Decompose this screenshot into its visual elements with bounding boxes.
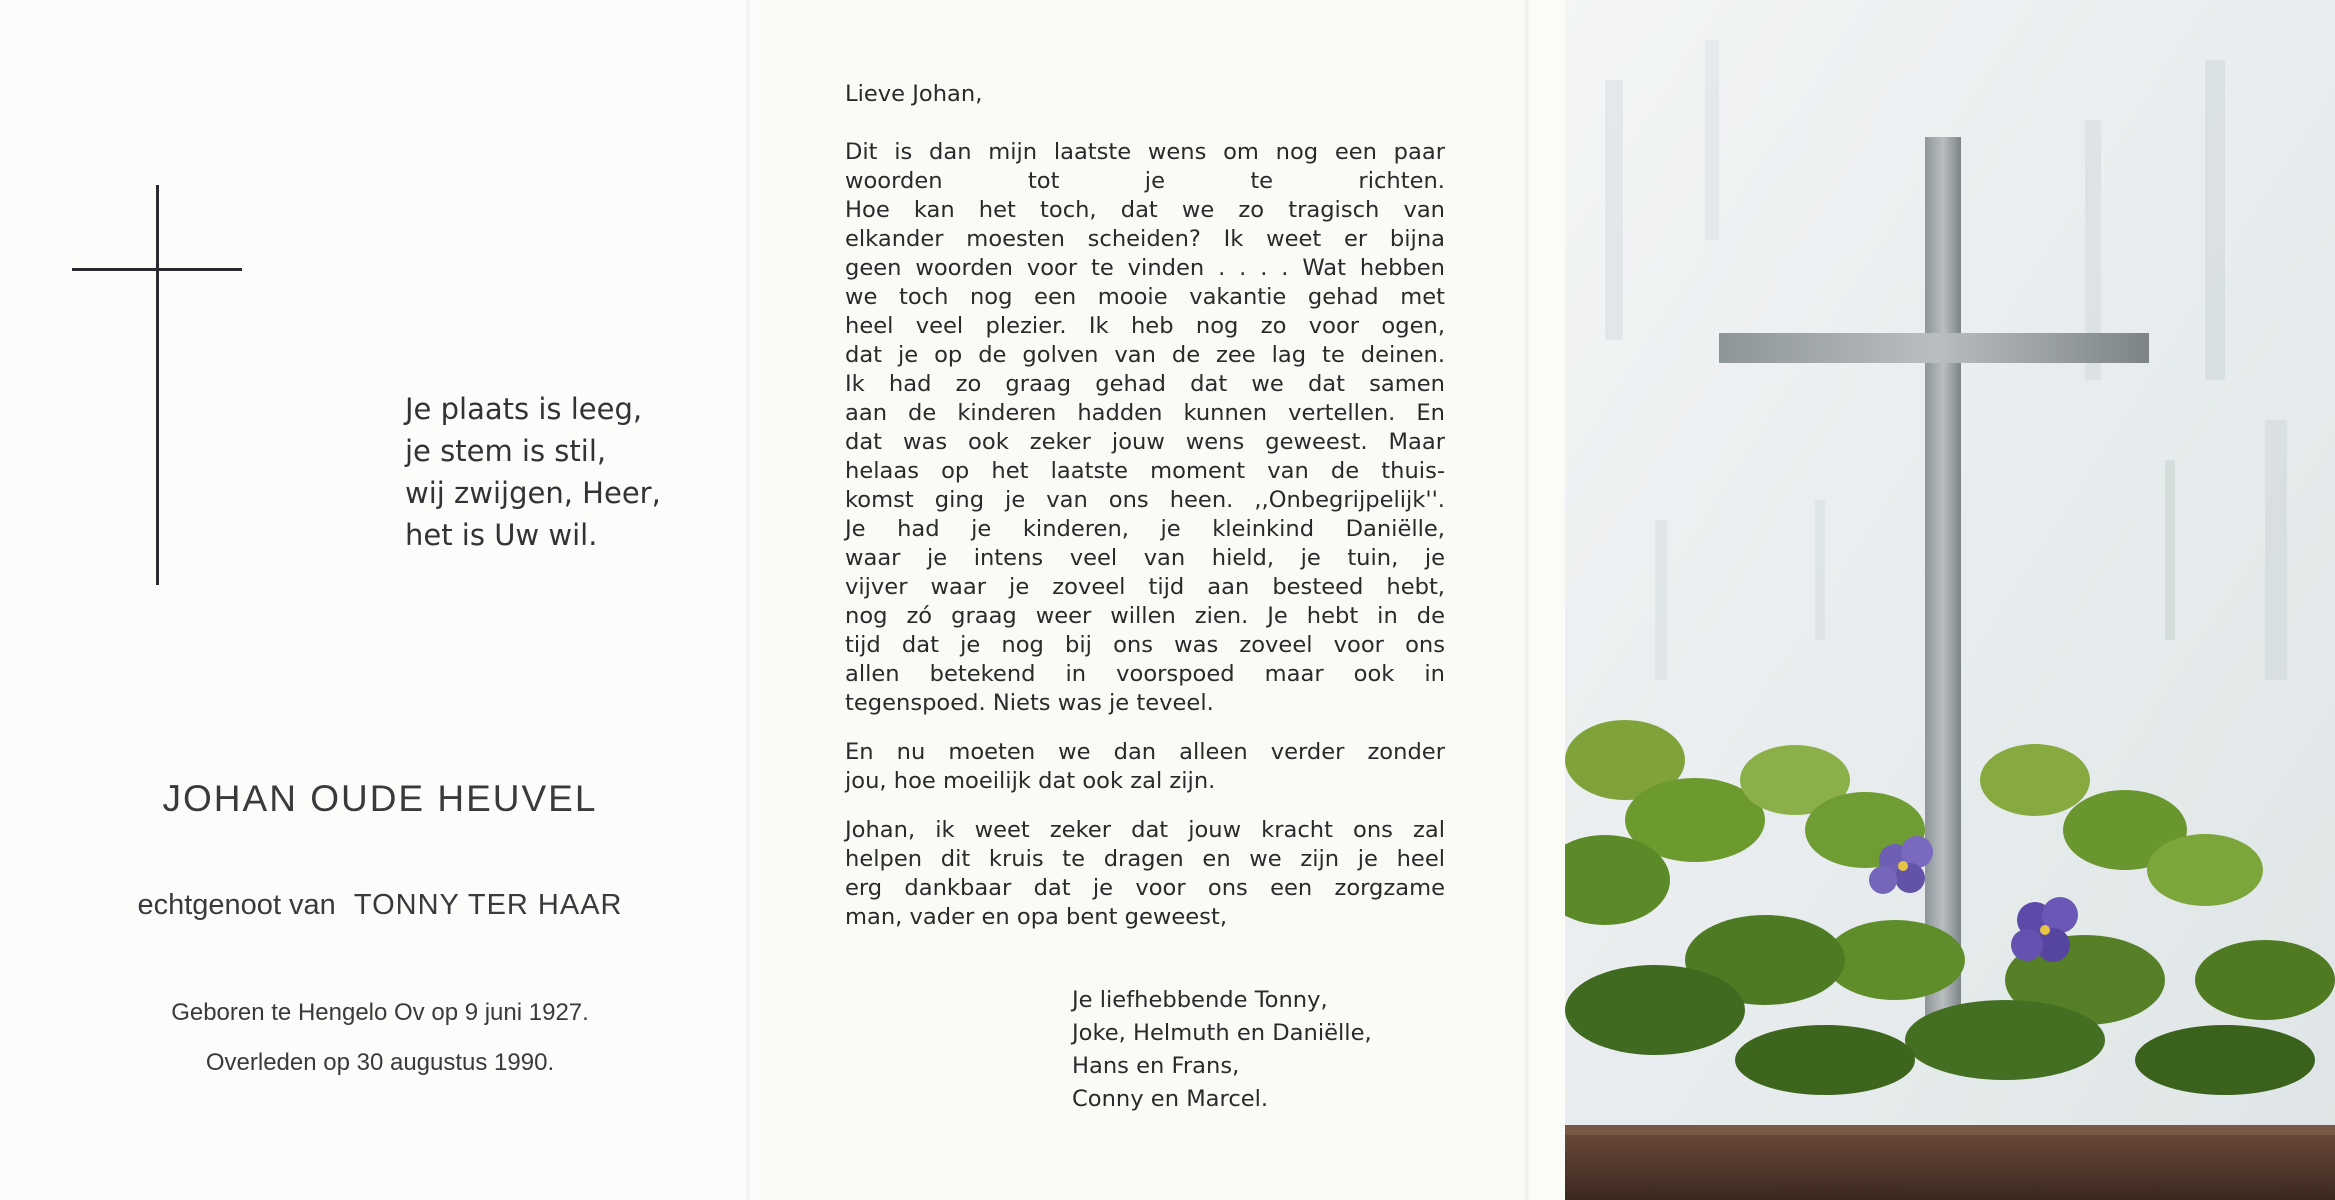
left-panel	[0, 0, 760, 1200]
letter-line: erg dankbaar dat je voor ons een zorgzame	[845, 875, 1445, 901]
cross-photo	[1565, 0, 2335, 1200]
verse-line: wij zwijgen, Heer,	[405, 476, 661, 510]
signature-line: Je liefhebbende Tonny,	[1072, 987, 1328, 1013]
letter-line: tijd dat je nog bij ons was zoveel voor ons	[845, 632, 1445, 658]
fold-line	[1524, 0, 1530, 1200]
letter-line: tegenspoed. Niets was je teveel.	[845, 690, 1214, 716]
letter-line: Je had je kinderen, je kleinkind Daniëlle,	[845, 516, 1445, 542]
letter-line: woorden tot je te richten.	[845, 168, 1445, 194]
letter-paragraph	[845, 138, 1445, 718]
verse-line: Je plaats is leeg,	[405, 392, 643, 426]
spouse-name: TONNY TER HAAR	[353, 889, 623, 921]
letter-line: man, vader en opa bent geweest,	[845, 904, 1227, 930]
letter-greeting: Lieve Johan,	[845, 81, 983, 107]
verse-line: je stem is stil,	[405, 434, 607, 468]
letter-line: dat was ook zeker jouw wens geweest. Maar	[845, 429, 1445, 455]
letter-paragraph	[845, 816, 1445, 932]
letter-line: Dit is dan mijn laatste wens om nog een paar	[845, 139, 1445, 165]
letter-line: nog zó graag weer willen zien. Je hebt in de	[845, 603, 1445, 629]
cross-icon-crossbar	[72, 268, 242, 271]
cross-with-violets-image	[1565, 0, 2335, 1200]
verse-line: het is Uw wil.	[405, 518, 598, 552]
letter-line: Johan, ik weet zeker dat jouw kracht ons zal	[845, 817, 1445, 843]
letter-line: helpen dit kruis te dragen en we zijn je heel	[845, 846, 1445, 872]
letter-line: heel veel plezier. Ik heb nog zo voor ogen,	[845, 313, 1445, 339]
letter-line: Ik had zo graag gehad dat we dat samen	[845, 371, 1445, 397]
letter-line: we toch nog een mooie vakantie gehad met	[845, 284, 1445, 310]
letter-line: elkander moesten scheiden? Ik weet er bijna	[845, 226, 1445, 252]
death-date: Overleden op 30 augustus 1990.	[205, 1049, 555, 1076]
letter-line: En nu moeten we dan alleen verder zonder	[845, 739, 1445, 765]
letter-line: Hoe kan het toch, dat we zo tragisch van	[845, 197, 1445, 223]
signature-line: Hans en Frans,	[1072, 1053, 1240, 1079]
letter-paragraph	[845, 738, 1445, 796]
birth-date: Geboren te Hengelo Ov op 9 juni 1927.	[171, 999, 589, 1026]
life-dates	[0, 988, 760, 1088]
letter-line: allen betekend in voorspoed maar ook in	[845, 661, 1445, 687]
letter-line: dat je op de golven van de zee lag te deinen.	[845, 342, 1445, 368]
cross-icon	[156, 185, 159, 585]
deceased-name: JOHAN OUDE HEUVEL	[162, 778, 598, 819]
letter-line: helaas op het laatste moment van de thuis-	[845, 458, 1445, 484]
letter-line: geen woorden voor te vinden . . . . Wat hebben	[845, 255, 1445, 281]
signature-line: Joke, Helmuth en Daniëlle,	[1072, 1020, 1372, 1046]
fold-line	[745, 0, 751, 1200]
letter	[845, 80, 1445, 952]
spouse-prefix: echtgenoot van	[137, 889, 336, 921]
verse	[405, 388, 661, 556]
spouse-line	[0, 889, 760, 922]
letter-line: aan de kinderen hadden kunnen vertellen. En	[845, 400, 1445, 426]
letter-line: waar je intens veel van hield, je tuin, je	[845, 545, 1445, 571]
signature-line: Conny en Marcel.	[1072, 1086, 1269, 1112]
letter-line: jou, hoe moeilijk dat ook zal zijn.	[845, 768, 1216, 794]
signature	[1072, 984, 1372, 1116]
letter-line: komst ging je van ons heen. ,,Onbegrijpelijk''.	[845, 487, 1445, 513]
letter-line: vijver waar je zoveel tijd aan besteed hebt,	[845, 574, 1445, 600]
